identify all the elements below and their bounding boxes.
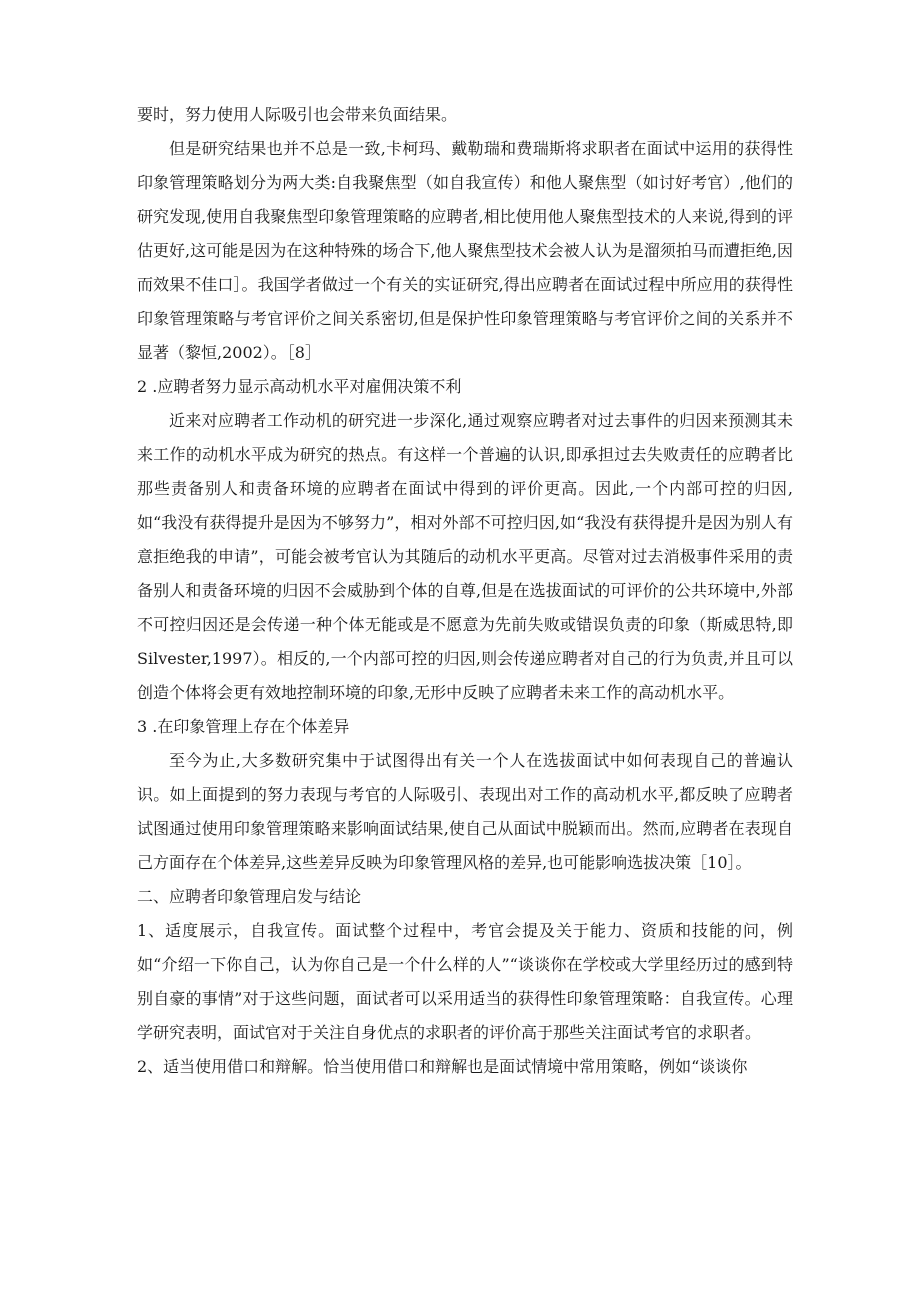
section-heading-3: 3 .在印象管理上存在个体差异 xyxy=(137,717,350,736)
paragraph-point-1: 1、适度展示，自我宣传。面试整个过程中，考官会提及关于能力、资质和技能的问，例如“介绍一下你自己，认为你自己是一个什么样的人”“谈谈你在学校或大学里经历过的感到特别自豪的事情”对于这些问题，面试者可以采用适当的获得性印象管理策略：自我宣传。心理学研究表明，面试官对于关注自身优点的求职者的评价高于那些关注面试考官的求职者。 xyxy=(137,921,793,1042)
section-heading-2: 2 .应聘者努力显示高动机水平对雇佣决策不利 xyxy=(137,377,462,396)
paragraph-point-2: 2、适当使用借口和辩解。恰当使用借口和辩解也是面试情境中常用策略，例如“谈谈你 xyxy=(137,1057,748,1076)
paragraph-individual-differences: 至今为止,大多数研究集中于试图得出有关一个人在选拔面试中如何表现自己的普遍认识。如上面提到的努力表现与考官的人际吸引、表现出对工作的高动机水平,都反映了应聘者试图通过使用印象管理策略来影响面试结果,使自己从面试中脱颖而出。然而,应聘者在表现自己方面存在个体差异,这些差异反映为印象管理风格的差异,也可能影响选拔决策［10］。 xyxy=(137,751,793,872)
paragraph-research-inconsistency: 但是研究结果也并不总是一致,卡柯玛、戴勒瑞和费瑞斯将求职者在面试中运用的获得性印象管理策略划分为两大类:自我聚焦型（如自我宣传）和他人聚焦型（如讨好考官）,他们的研究发现,使用自我聚焦型印象管理策略的应聘者,相比使用他人聚焦型技术的人来说,得到的评估更好,这可能是因为在这种特殊的场合下,他人聚焦型技术会被人认为是溜须拍马而遭拒绝,因而效果不佳口］。我国学者做过一个有关的实证研究,得出应聘者在面试过程中所应用的获得性印象管理策略与考官评价之间关系密切,但是保护性印象管理策略与考官评价之间的关系并不显著（黎恒,2002）。［8］ xyxy=(137,139,793,362)
paragraph-continuation: 要时，努力使用人际吸引也会带来负面结果。 xyxy=(137,105,458,124)
chapter-heading-conclusion: 二、应聘者印象管理启发与结论 xyxy=(137,887,362,906)
paragraph-motivation: 近来对应聘者工作动机的研究进一步深化,通过观察应聘者对过去事件的归因来预测其未来工作的动机水平成为研究的热点。有这样一个普遍的认识,即承担过去失败责任的应聘者比那些责备别人和责备环境的应聘者在面试中得到的评价更高。因此,一个内部可控的归因,如“我没有获得提升是因为不够努力”，相对外部不可控归因,如“我没有获得提升是因为别人有意拒绝我的申请”，可能会被考官认为其随后的动机水平更高。尽管对过去消极事件采用的责备别人和责备环境的归因不会威胁到个体的自尊,但是在选拔面试的可评价的公共环境中,外部不可控归因还是会传递一种个体无能或是不愿意为先前失败或错误负责的印象（斯威思特,即Silvester,1997）。相反的,一个内部可控的归因,则会传递应聘者对自己的行为负责,并且可以创造个体将会更有效地控制环境的印象,无形中反映了应聘者未来工作的高动机水平。 xyxy=(137,411,793,702)
document-page xyxy=(137,98,793,1084)
